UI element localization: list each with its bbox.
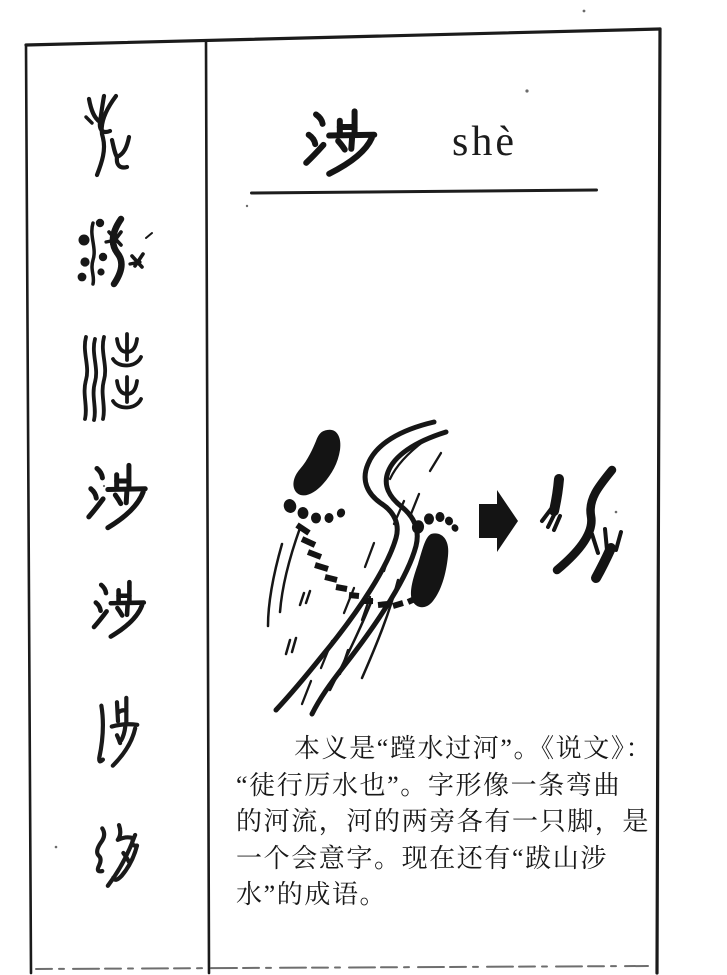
definition-paragraph <box>236 731 656 914</box>
clerical-script-form <box>89 465 145 527</box>
running-script-form <box>99 698 137 766</box>
definition-line: 本义是“蹚水过河”。《说文》： <box>294 734 654 763</box>
headword-pinyin: shè <box>452 119 517 165</box>
bronze-inscription-form <box>78 219 152 284</box>
definition-line: 的河流，河的两旁各有一只脚，是 <box>236 807 651 836</box>
illustration <box>268 422 621 714</box>
column-divider <box>206 41 209 973</box>
headword-character <box>294 94 390 186</box>
definition-line: 一个会意字。现在还有“跋山涉 <box>236 843 608 873</box>
arrow-icon <box>479 490 518 552</box>
left-footprint <box>282 430 347 524</box>
definition-line: 水”的成语。 <box>236 880 388 909</box>
definition-line: “徒行厉水也”。字形像一条弯曲 <box>236 770 622 800</box>
ancient-character-form <box>542 470 621 578</box>
oracle-bone-form <box>86 96 129 175</box>
cursive-script-form <box>97 825 137 886</box>
right-footprint <box>411 512 460 608</box>
seal-script-form <box>85 334 141 420</box>
regular-script-form <box>94 582 144 636</box>
